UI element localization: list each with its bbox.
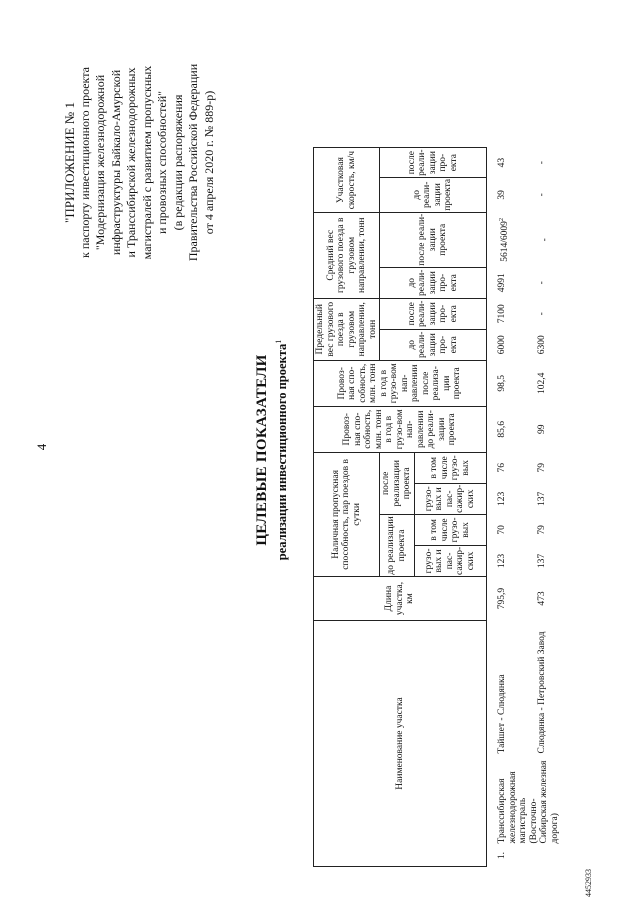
appendix-line: и Транссибирской железнодорожных: [124, 67, 138, 258]
header-after: после реализации проекта: [380, 452, 415, 514]
row-after-cargo: 76: [497, 463, 507, 473]
document-id: 4452933: [584, 869, 593, 897]
row-avg-after-mark: 2: [498, 217, 505, 222]
heading-subtitle-text: реализации инвестиционного проекта: [275, 343, 290, 561]
row-avg-after: [536, 212, 616, 267]
appendix-line: инфраструктуры Байкало-Амурской: [108, 69, 123, 256]
header-limit-before: до реали-зации про-екта: [380, 329, 487, 360]
header-speed-before: до реали-зации проекта: [380, 177, 487, 212]
table-row: [496, 148, 536, 867]
row-avg-after: [496, 212, 536, 267]
header-after-cargo-pass: грузо-вых и пас-сажир-ских: [414, 483, 486, 514]
header-limit-weight: Предельный вес грузового поезда в грузовом направлении, тонн: [314, 298, 380, 360]
appendix-line: магистралей с развитием пропускных: [139, 65, 154, 260]
row-speed-before: -: [537, 193, 547, 197]
heading-title: ЦЕЛЕВЫЕ ПОКАЗАТЕЛИ: [254, 354, 270, 546]
row-capacity-before: 99: [537, 424, 547, 434]
row-capacity-after: 102,4: [537, 372, 547, 394]
row-limit-after: -: [537, 312, 547, 316]
row-avg-before: 4991: [497, 273, 507, 293]
page-number: 4: [34, 443, 49, 451]
header-capacity-before: Провоз-ная спо-собность, млн. тонн в год в грузо-вом нап-равлении до реали-зации проекта: [314, 406, 487, 452]
row-after-cargo: 79: [537, 463, 547, 473]
row-speed-after: 43: [497, 157, 507, 168]
row-avg-before: -: [537, 281, 547, 285]
header-spacer: [486, 148, 496, 867]
row-before-cargo: 70: [497, 525, 507, 535]
row-group: Транссибирская железнодорожная магистраль (Восточно-Сибирская железная дорога): [497, 760, 560, 844]
document-heading: [254, 285, 290, 615]
heading-subtitle: [274, 285, 290, 615]
header-avg-after: после реали-зации проекта: [380, 212, 487, 267]
row-number: 1.: [497, 851, 507, 860]
header-capacity-after: Провоз-ная спо-собность, млн. тонн в год в грузо-вом нап-равлении после реализа-ции проекта: [314, 360, 487, 406]
appendix-line: к паспорту инвестиционного проекта: [77, 67, 92, 258]
row-after-cargo-pass: 137: [537, 491, 547, 506]
appendix-line: (в редакции распоряжения: [170, 94, 185, 231]
appendix-line: и провозных способностей": [155, 90, 169, 235]
row-after-cargo-pass: 123: [497, 491, 507, 506]
header-section-name: Наименование участка: [314, 621, 487, 867]
header-speed: Участковая скорость, км/ч: [314, 148, 380, 212]
row-capacity-before: 85,6: [497, 420, 507, 438]
appendix-block: [62, 20, 217, 305]
row-avg-after-value: -: [540, 238, 551, 242]
header-avg-before: до реали-зации про-екта: [380, 267, 487, 298]
header-limit-after: после реали-зации про-екта: [380, 298, 487, 329]
header-before: до реализации проекта: [380, 514, 415, 576]
header-after-cargo: в том числе грузо-вых: [414, 452, 486, 483]
row-before-cargo-pass: 137: [537, 553, 547, 569]
row-section-name: Тайшет - Слюдянка: [497, 674, 507, 754]
header-length: Длина участка, км: [314, 577, 487, 621]
header-before-cargo-pass: грузо-вых и пас-сажир-ских: [414, 545, 486, 576]
row-capacity-after: 98,5: [497, 374, 507, 392]
targets-table: [313, 147, 616, 867]
row-section-name: Слюдянка - Петровский Завод: [537, 631, 547, 754]
appendix-line: "ПРИЛОЖЕНИЕ № 1: [62, 102, 77, 223]
header-avg-weight: Средний вес грузового поезда в грузовом направлении, тонн: [314, 212, 380, 298]
row-speed-before: 39: [497, 190, 507, 200]
header-before-cargo: в том числе грузо-вых: [414, 514, 486, 545]
appendix-line: от 4 апреля 2020 г. № 889-р): [201, 90, 216, 235]
row-limit-before: 6000: [497, 335, 507, 355]
footnote-mark: 1: [274, 339, 283, 344]
appendix-line: Правительства Российской Федерации: [186, 63, 200, 262]
header-speed-after: после реали-зации про-екта: [380, 148, 487, 177]
row-speed-after: -: [537, 161, 547, 165]
row-before-cargo-pass: 123: [497, 553, 507, 569]
row-avg-after-value: 5614/6009: [500, 221, 511, 262]
row-limit-before: 6300: [537, 335, 547, 355]
row-before-cargo: 79: [537, 525, 547, 535]
header-throughput: Наличная пропускная способность, пар поездов в сутки: [314, 452, 380, 576]
row-limit-after: 7100: [497, 304, 507, 324]
row-length: 795,9: [497, 587, 507, 610]
row-length: 473: [537, 591, 547, 606]
appendix-line: "Модернизация железнодорожной: [93, 74, 107, 251]
